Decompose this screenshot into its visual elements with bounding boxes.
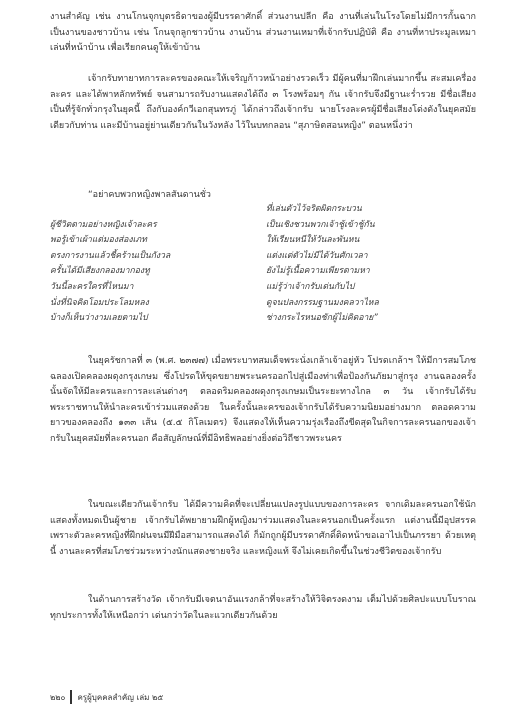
poem-block [50, 202, 476, 327]
poem-left-3: ตรงการงานแล้วชี้คร้านเป็นกังวล [50, 250, 171, 261]
poem-right-1: เป็นเชิงชวนพวกเจ้าชู้เข้าชู้กัน [266, 219, 375, 230]
poem-intro-line: “อย่าคบพวกหญิงพาลสันดานชั่ว [88, 190, 211, 200]
paragraph-4: ในขณะเดียวกันเจ้ากรับ ได้มีความคิดที่จะเปลี่ยนแปลงรูปแบบของการละคร จากเดิมละครนอกใช้นักแสดงทั้งหมดเป็นผู้ชาย เจ้ากรับได้พยายามฝึกผู้หญิงมาร่วมแสดงในละครนอกเป็นครั้งแรก แต่งานนี้มีอุปสรรค เพราะตัวละครหญิงที่ฝึกฝนจนมีฝีมือสามารถแสดงได้ ก็มักถูกผู้มีบรรดาศักดิ์ติดหน้าขอเอาไปเป็นภรรยา ด้วยเหตุนี้ งานละครที่สมโภชร่วมระหว่างนักแสดงชายจริง และหญิงแท้ จึงไม่เคยเกิดขึ้นในช่วงชีวิตของเจ้ากรับ [50, 500, 476, 557]
poem-left-1: ผู้ชีวิตตามอย่างหญิงเจ้าละคร [50, 219, 157, 230]
book-title: ครูผู้บุคคลสำคัญ เล่ม ๒๕ [77, 692, 164, 702]
footer-divider [70, 690, 72, 704]
poem-left-5: วันนี้ละครใครที่ไหนมา [50, 281, 134, 292]
page-number: ๒๒๐ [50, 692, 66, 702]
poem-left-0 [50, 202, 266, 218]
poem-left-4: ครั้นได้มีเสียงกลองมากองทู [50, 266, 150, 277]
poem-left-2: พอรู้เข้าเผ้าแต่มองส่องเภท [50, 235, 147, 246]
poem-right-4: ยังไม่รู้เนื้อความเพียรตามหา [266, 266, 370, 277]
paragraph-5: ในด้านการสร้างวัด เจ้ากรับมีเจตนาอันแรงกล้าที่จะสร้างให้วิจิตรงดงาม เต็มไปด้วยศิลปะแบบโบราณทุกประการทั้งให้เหนือกว่า เด่นกว่าวัดในละแวกเดียวกันด้วย [50, 595, 476, 621]
paragraph-3: ในยุครัชกาลที่ ๓ (พ.ศ. ๒๓๗๗) เมื่อพระบาทสมเด็จพระนั่งเกล้าเจ้าอยู่หัว โปรดเกล้าฯ ให้มีการสมโภชฉลองเปิดคลองผดุงกรุงเกษม ซึ่งโปรดให้ขุดขยายพระนครออกไปสู่เมืองท่าเพื่อป้องกันภัยมาสู่กรุง งานฉลองครั้งนั้นจัดให้มีละครและการละเล่นต่างๆ ตลอดริมคลองผดุงกรุงเกษมเป็นระยะทางไกล ๓ วัน เจ้ากรับได้รับพระราชทานให้นำละครเข้าร่วมแสดงด้วย ในครั้งนั้นละครของเจ้ากรับได้รับความนิยมอย่างมาก ตลอดความยาวของคลองถึง ๑๓๓ เส้น (๕.๕ กิโลเมตร) จึงแสดงให้เห็นความรุ่งเรืองถึงขีดสุดในกิจการละครนอกของเจ้ากรับในยุคสมัยที่ละครนอก คือสัญลักษณ์ที่มีอิทธิพลอย่างยิ่งต่อวิถีชาวพระนคร [50, 356, 476, 444]
poem-right-3: แต่งแต่ตัวไม่มีได้วันศักเวลา [266, 250, 368, 261]
page-footer [50, 690, 163, 704]
paragraph-2: เจ้ากรับทายาทการละครของคณะให้เจริญก้าวหน้าอย่างรวดเร็ว มีผู้คนที่มาฝึกเล่นมากขึ้น สะสมเครื่องละคร และได้พาหลักทรัพย์ จนสามารถรับงานแสดงได้ถึง ๓ โรงพร้อมๆ กัน เจ้ากรับจึงมีฐานะร่ำรวย มีชื่อเสียงเป็นที่รู้จักทั่วกรุงในยุคนี้ ถึงกับองค์กวีเอกสุนทรภู่ ได้กล่าวถึงเจ้ากรับ นายโรงละครผู้มีชื่อเสียงโด่งดังในยุคสมัยเดียวกับท่าน และมีบ้านอยู่ย่านเดียวกันในวังหลัง ไว้ในบทกลอน “สุภาษิตสอนหญิง” ตอนหนึ่งว่า [50, 74, 476, 131]
poem-right-0: ที่เล่นตัวไว้จริตผิดกระบวน [266, 204, 362, 214]
poem-right-7: ช่างกระไรหนอชักผู้ไม่คิดอาย” [266, 313, 378, 324]
poem-left-7: บ้างก็เห็นว่างามเลยตามไป [50, 313, 148, 324]
poem-right-5: แม่รู้ว่าเจ้ากรับเด่นกับไป [266, 281, 355, 292]
poem-right-6: ดูจนปลงกรรมฐานมงคลวาไหล [266, 297, 379, 308]
poem-right-2: ให้เรียนหนีให้วันละพันหน [266, 235, 360, 246]
poem-left-6: นั่งที่นิจคิดโอมประโลมหลง [50, 297, 149, 308]
paragraph-1: งานสำคัญ เช่น งานโกนจุกบุตรธิดาของผู้มีบรรดาศักดิ์ ส่วนงานปลีก คือ งานที่เล่นในโรงโดยไม่มีการกั้นฉาก เป็นงานของชาวบ้าน เช่น โกนจุกลูกชาวบ้าน งานบ้าน ส่วนงานเหมาที่เจ้ากรับปฏิบัติ คือ งานที่หาประมูลเหมาเล่นที่หน้าบ้าน เพื่อเรียกคนดูให้เข้าบ้าน [50, 12, 476, 53]
